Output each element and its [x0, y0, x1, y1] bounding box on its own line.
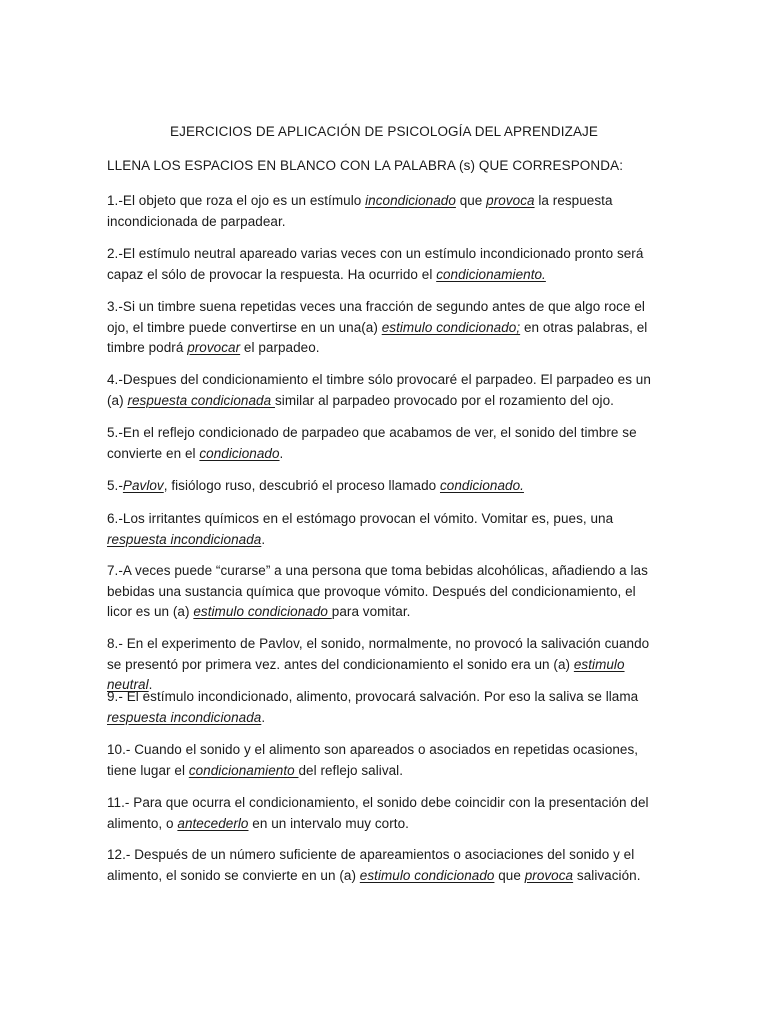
- exercise-item: [107, 561, 663, 623]
- item-text: 4.-Despues del condicionamiento el timbre sólo provocaré el parpadeo. El parpadeo es un (a): [107, 372, 651, 408]
- item-text: 3.-Si un timbre suena repetidas veces una fracción de segundo antes de que algo roce el ojo, el timbre puede convertirse en un una(a): [107, 299, 645, 335]
- answer: estimulo condicionado: [193, 604, 332, 619]
- answer: estimulo condicionado;: [381, 319, 521, 335]
- answer: incondicionado: [365, 193, 456, 208]
- answer: estimulo neutral: [107, 656, 625, 692]
- item-text: para vomitar.: [331, 604, 411, 619]
- answer: respuesta incondicionada: [107, 709, 262, 725]
- exercise-item: [107, 793, 663, 834]
- item-text: 9.- El estímulo incondicionado, alimento, provocará salvación. Por eso la saliva se llama: [107, 689, 639, 704]
- item-text: en un intervalo muy corto.: [248, 815, 409, 831]
- answer: provoca: [486, 193, 535, 208]
- exercise-item: [107, 740, 663, 781]
- exercise-item: [107, 244, 663, 285]
- answer: Pavlov: [122, 478, 164, 493]
- item-text: .: [279, 445, 284, 461]
- answer: respuesta condicionada: [127, 392, 275, 408]
- item-text: , fisiólogo ruso, descubrió el proceso llamado: [163, 478, 440, 493]
- item-text: .: [261, 531, 266, 547]
- item-text: el parpadeo.: [240, 340, 320, 355]
- exercise-item: [107, 191, 663, 232]
- item-text: .: [148, 677, 153, 692]
- answer: condicionamiento: [188, 762, 299, 778]
- exercise-item: [107, 423, 663, 464]
- item-text: similar al parpadeo provocado por el rozamiento del ojo.: [274, 392, 614, 408]
- answer: antecederlo: [177, 815, 249, 831]
- item-text: 10.- Cuando el sonido y el alimento son apareados o asociados en repetidas ocasiones, tiene lugar el: [107, 742, 639, 778]
- item-text: .: [261, 709, 266, 725]
- item-text: 6.-Los irritantes químicos en el estómago provocan el vómito. Vomitar es, pues, una: [107, 511, 614, 526]
- item-text: 2.-El estímulo neutral apareado varias veces con un estímulo incondicionado pronto será capaz el sólo de provocar la respuesta. Ha ocurrido el: [107, 246, 644, 282]
- exercise-item: [107, 845, 663, 886]
- answer: condicionado: [199, 445, 280, 461]
- answer: estimulo condicionado: [359, 867, 495, 883]
- item-text: 7.-A veces puede “curarse” a una persona que toma bebidas alcohólicas, añadiendo a las bebidas una sustancia química que provoque vómito. Después del condicionamiento, el licor es un (a): [107, 563, 648, 619]
- instructions: LLENA LOS ESPACIOS EN BLANCO CON LA PALABRA (s) QUE CORRESPONDA:: [107, 158, 624, 173]
- item-text: 5.-: [107, 478, 123, 493]
- item-text: la respuesta incondicionada de parpadear.: [107, 193, 613, 229]
- item-text: en otras palabras, el timbre podrá: [107, 319, 648, 355]
- item-text: del reflejo salival.: [298, 762, 404, 778]
- page-title: EJERCICIOS DE APLICACIÓN DE PSICOLOGÍA DEL APRENDIZAJE: [169, 124, 598, 139]
- answer: condicionado.: [439, 478, 524, 493]
- exercise-item: [107, 687, 663, 728]
- exercise-item: [107, 509, 663, 550]
- exercise-item: [107, 370, 663, 411]
- item-text: 8.- En el experimento de Pavlov, el sonido, normalmente, no provocó la salivación cuando se presentó por primera vez. antes del condicionamiento el sonido era un (a): [107, 636, 650, 672]
- item-text: 11.- Para que ocurra el condicionamiento, el sonido debe coincidir con la presentación del alimento, o: [107, 795, 649, 831]
- item-text: salivación.: [573, 867, 641, 883]
- answer: respuesta incondicionada: [107, 531, 262, 547]
- item-text: 5.-En el reflejo condicionado de parpadeo que acabamos de ver, el sonido del timbre se convierte en el: [107, 425, 637, 461]
- item-text: que: [455, 193, 487, 208]
- item-text: que: [494, 867, 525, 883]
- exercise-item: [107, 297, 663, 359]
- answer: provocar: [187, 340, 241, 355]
- item-text: 1.-El objeto que roza el ojo es un estímulo: [107, 193, 366, 208]
- answer: provoca: [524, 867, 574, 883]
- item-text: 12.- Después de un número suficiente de apareamientos o asociaciones del sonido y el alimento, el sonido se convierte en un (a): [107, 847, 635, 883]
- exercise-item: [107, 476, 663, 497]
- answer: condicionamiento.: [436, 266, 546, 282]
